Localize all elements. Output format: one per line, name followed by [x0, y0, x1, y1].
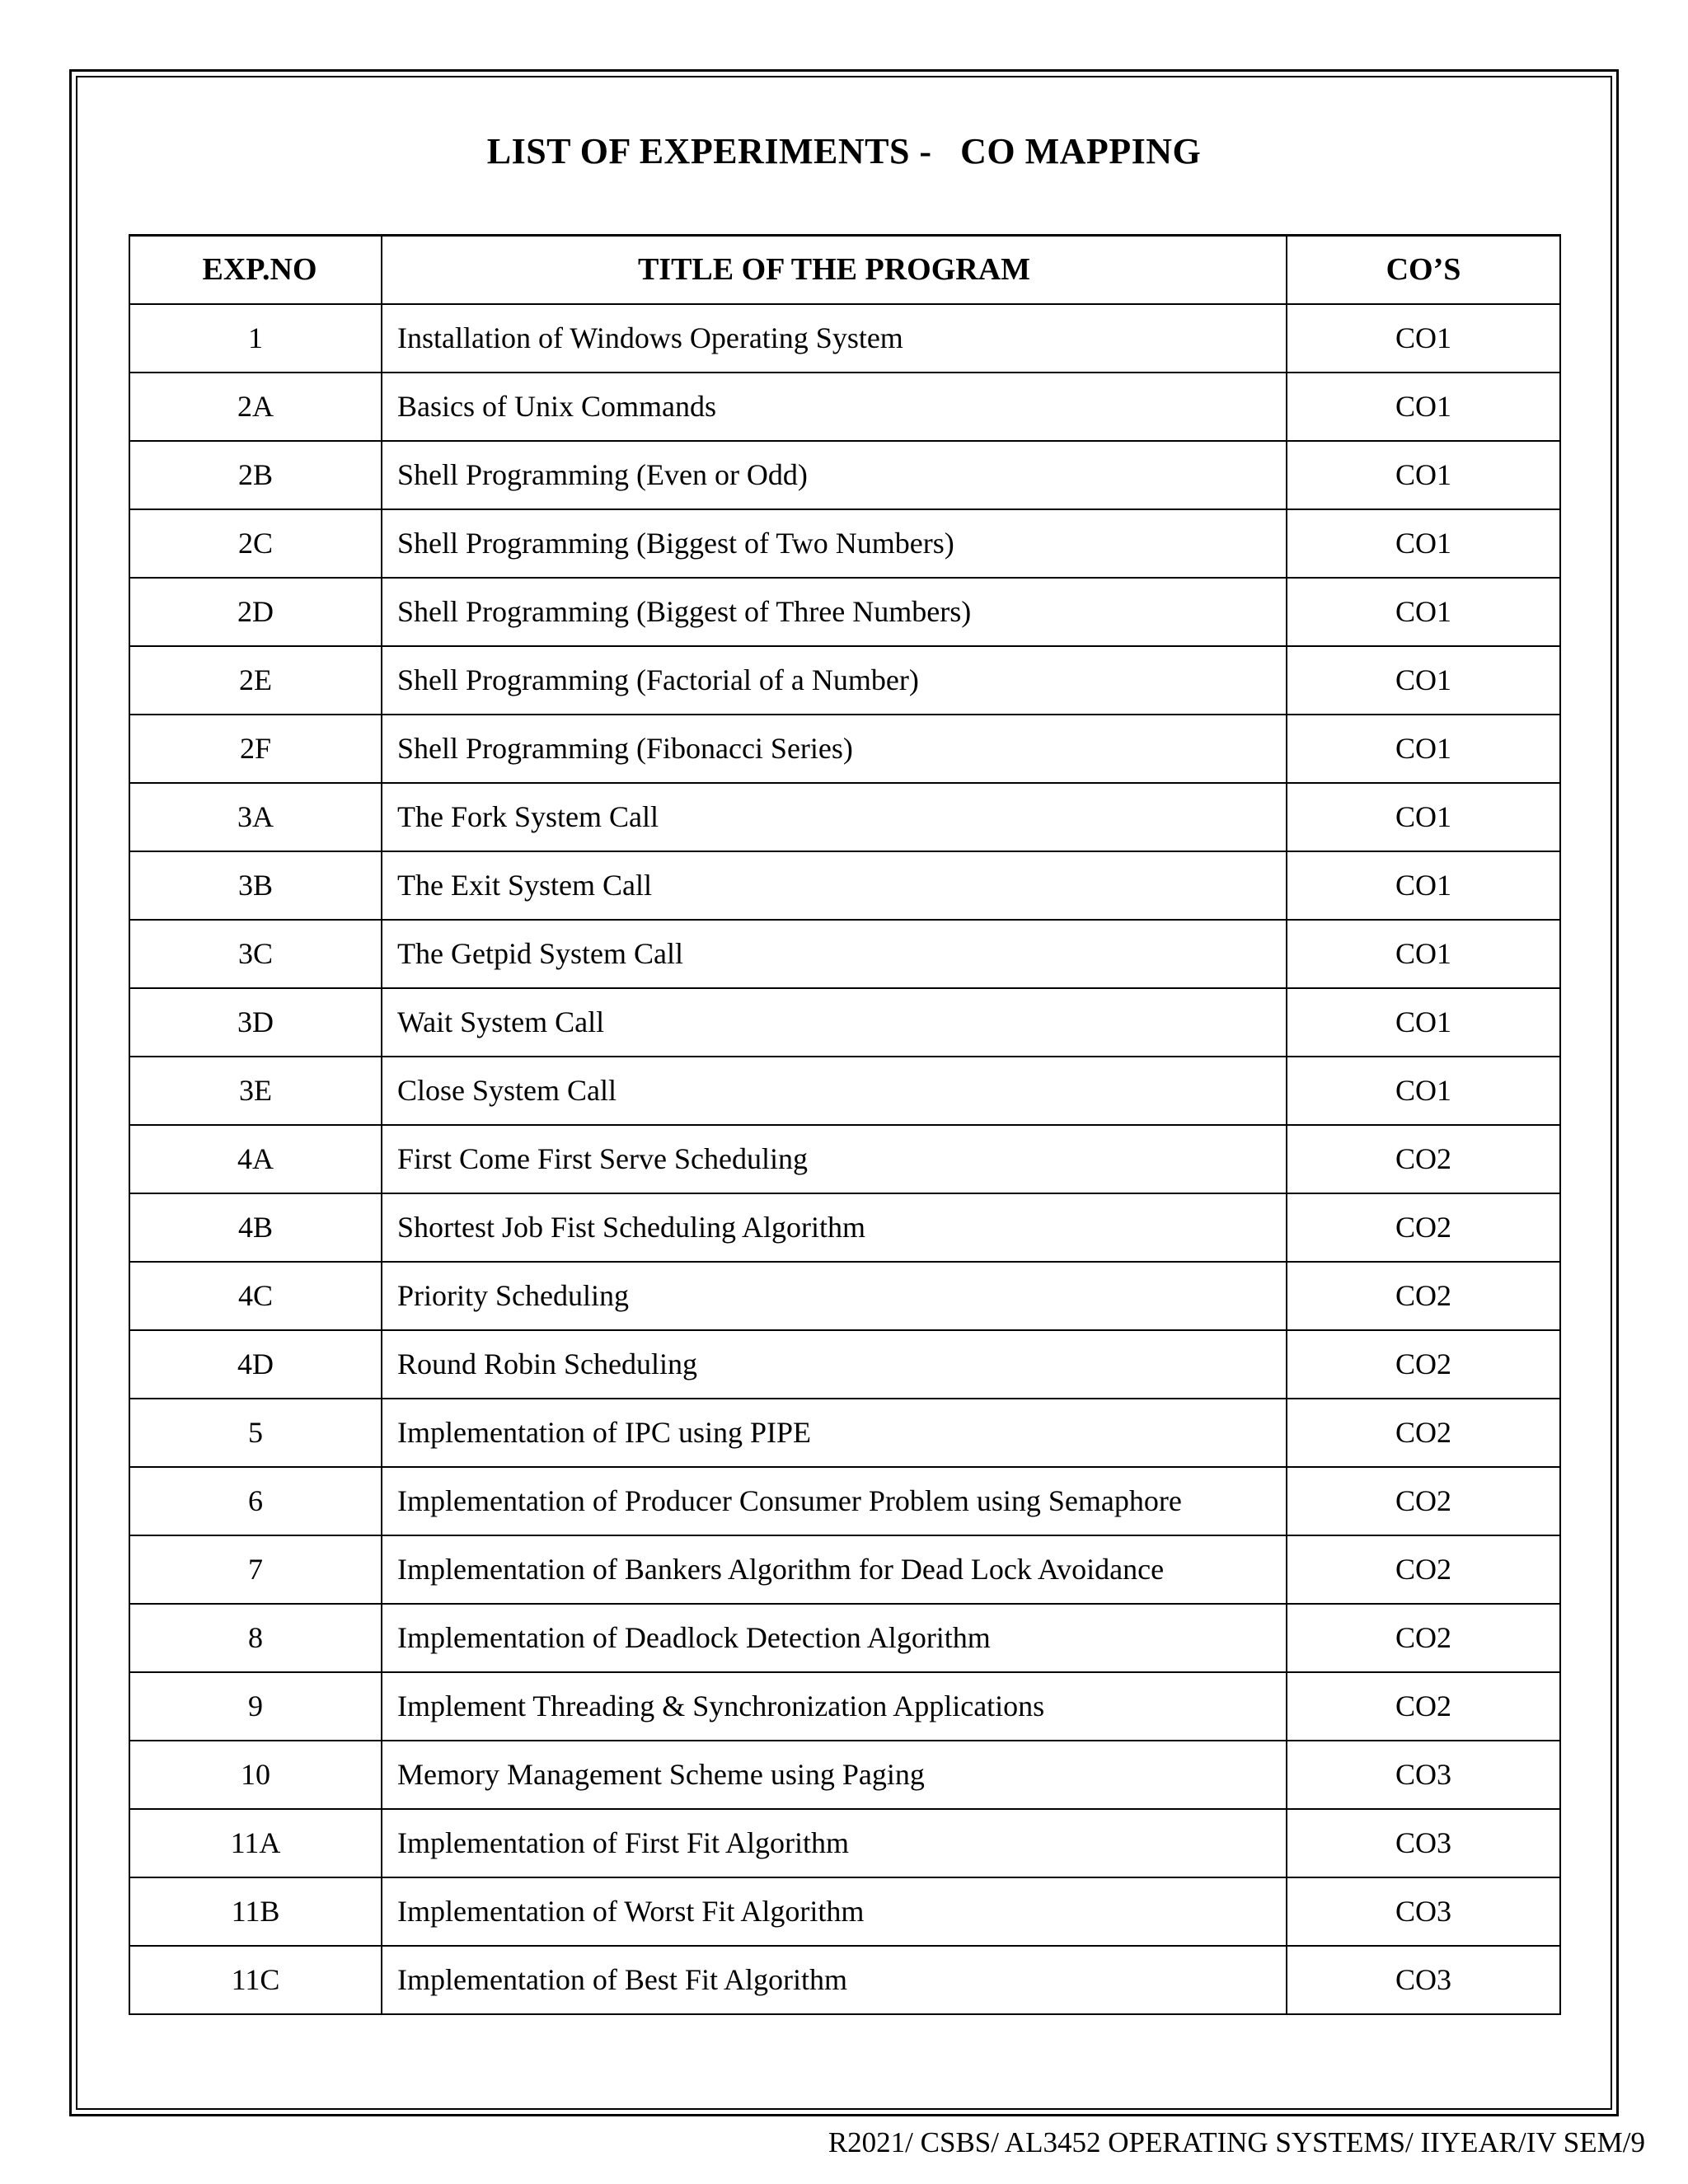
program-title-cell: Shortest Job Fist Scheduling Algorithm [382, 1193, 1287, 1262]
program-title-cell: The Fork System Call [382, 783, 1287, 851]
program-title-cell: Implementation of Bankers Algorithm for Dead Lock Avoidance [382, 1535, 1287, 1604]
program-title-cell: Memory Management Scheme using Paging [382, 1741, 1287, 1809]
exp-no-cell: 3A [129, 783, 382, 851]
co-cell: CO2 [1287, 1672, 1560, 1741]
exp-no-cell: 3E [129, 1057, 382, 1125]
exp-no-cell: 2A [129, 373, 382, 441]
co-cell: CO2 [1287, 1193, 1560, 1262]
table-row [129, 441, 1560, 509]
program-title-cell: The Exit System Call [382, 851, 1287, 920]
co-cell: CO1 [1287, 441, 1560, 509]
exp-no-cell: 2E [129, 646, 382, 715]
table-row [129, 1672, 1560, 1741]
co-cell: CO1 [1287, 988, 1560, 1057]
header-cos: CO’S [1287, 236, 1560, 304]
exp-no-cell: 3C [129, 920, 382, 988]
program-title-cell: Implementation of Best Fit Algorithm [382, 1946, 1287, 2014]
program-title-cell: Shell Programming (Biggest of Two Numbers) [382, 509, 1287, 578]
exp-no-cell: 3B [129, 851, 382, 920]
header-title: TITLE OF THE PROGRAM [382, 236, 1287, 304]
program-title-cell: Shell Programming (Fibonacci Series) [382, 715, 1287, 783]
exp-no-cell: 9 [129, 1672, 382, 1741]
exp-no-cell: 8 [129, 1604, 382, 1672]
table-row [129, 1809, 1560, 1877]
exp-no-cell: 2D [129, 578, 382, 646]
exp-no-cell: 11B [129, 1877, 382, 1946]
co-cell: CO2 [1287, 1399, 1560, 1467]
program-title-cell: Implementation of IPC using PIPE [382, 1399, 1287, 1467]
table-row [129, 1399, 1560, 1467]
table-row [129, 1057, 1560, 1125]
co-cell: CO3 [1287, 1946, 1560, 2014]
exp-no-cell: 11A [129, 1809, 382, 1877]
table-row [129, 1535, 1560, 1604]
experiments-table [129, 234, 1561, 2015]
program-title-cell: Implement Threading & Synchronization Applications [382, 1672, 1287, 1741]
table-row [129, 920, 1560, 988]
program-title-cell: Shell Programming (Even or Odd) [382, 441, 1287, 509]
exp-no-cell: 7 [129, 1535, 382, 1604]
exp-no-cell: 6 [129, 1467, 382, 1535]
program-title-cell: Implementation of First Fit Algorithm [382, 1809, 1287, 1877]
program-title-cell: Shell Programming (Factorial of a Number) [382, 646, 1287, 715]
co-cell: CO1 [1287, 851, 1560, 920]
page-footer: R2021/ CSBS/ AL3452 OPERATING SYSTEMS/ IIYEAR/IV SEM/9 [828, 2126, 1645, 2158]
table-body [129, 304, 1560, 2014]
co-cell: CO1 [1287, 578, 1560, 646]
table-row [129, 783, 1560, 851]
table-row [129, 1467, 1560, 1535]
co-cell: CO2 [1287, 1262, 1560, 1330]
exp-no-cell: 4D [129, 1330, 382, 1399]
co-cell: CO1 [1287, 373, 1560, 441]
program-title-cell: Wait System Call [382, 988, 1287, 1057]
table-row [129, 509, 1560, 578]
exp-no-cell: 4C [129, 1262, 382, 1330]
table-header-row [129, 236, 1560, 304]
co-cell: CO1 [1287, 646, 1560, 715]
table-row [129, 646, 1560, 715]
co-cell: CO1 [1287, 509, 1560, 578]
exp-no-cell: 10 [129, 1741, 382, 1809]
co-cell: CO3 [1287, 1741, 1560, 1809]
exp-no-cell: 2B [129, 441, 382, 509]
co-cell: CO1 [1287, 920, 1560, 988]
co-cell: CO3 [1287, 1877, 1560, 1946]
co-cell: CO1 [1287, 715, 1560, 783]
co-cell: CO2 [1287, 1467, 1560, 1535]
co-cell: CO3 [1287, 1809, 1560, 1877]
table-row [129, 304, 1560, 373]
table-row [129, 988, 1560, 1057]
co-cell: CO1 [1287, 304, 1560, 373]
table-row [129, 1604, 1560, 1672]
table-row [129, 1330, 1560, 1399]
table-row [129, 1193, 1560, 1262]
table-row [129, 1946, 1560, 2014]
exp-no-cell: 4A [129, 1125, 382, 1193]
header-exp-no: EXP.NO [129, 236, 382, 304]
table-row [129, 715, 1560, 783]
program-title-cell: First Come First Serve Scheduling [382, 1125, 1287, 1193]
co-cell: CO2 [1287, 1535, 1560, 1604]
exp-no-cell: 11C [129, 1946, 382, 2014]
program-title-cell: Shell Programming (Biggest of Three Numbers) [382, 578, 1287, 646]
exp-no-cell: 5 [129, 1399, 382, 1467]
table-row [129, 851, 1560, 920]
exp-no-cell: 2C [129, 509, 382, 578]
program-title-cell: Basics of Unix Commands [382, 373, 1287, 441]
exp-no-cell: 1 [129, 304, 382, 373]
co-cell: CO2 [1287, 1604, 1560, 1672]
co-cell: CO2 [1287, 1125, 1560, 1193]
co-cell: CO1 [1287, 1057, 1560, 1125]
table-row [129, 1877, 1560, 1946]
program-title-cell: Implementation of Deadlock Detection Algorithm [382, 1604, 1287, 1672]
program-title-cell: Installation of Windows Operating System [382, 304, 1287, 373]
co-cell: CO1 [1287, 783, 1560, 851]
table-row [129, 1262, 1560, 1330]
program-title-cell: Implementation of Worst Fit Algorithm [382, 1877, 1287, 1946]
page-title: LIST OF EXPERIMENTS - CO MAPPING [486, 131, 1202, 171]
table-row [129, 373, 1560, 441]
program-title-cell: Round Robin Scheduling [382, 1330, 1287, 1399]
program-title-cell: Close System Call [382, 1057, 1287, 1125]
exp-no-cell: 4B [129, 1193, 382, 1262]
table-row [129, 1125, 1560, 1193]
program-title-cell: Implementation of Producer Consumer Problem using Semaphore [382, 1467, 1287, 1535]
program-title-cell: Priority Scheduling [382, 1262, 1287, 1330]
table-row [129, 1741, 1560, 1809]
exp-no-cell: 3D [129, 988, 382, 1057]
program-title-cell: The Getpid System Call [382, 920, 1287, 988]
exp-no-cell: 2F [129, 715, 382, 783]
table-row [129, 578, 1560, 646]
co-cell: CO2 [1287, 1330, 1560, 1399]
